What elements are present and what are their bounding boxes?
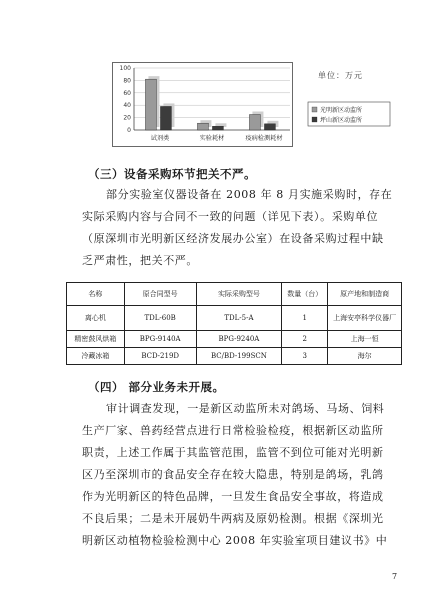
legend-label: 光明新区动监所 — [320, 107, 363, 114]
cell: 上海安亭科学仪器厂 — [328, 306, 402, 331]
cell: BPG-9240A — [196, 331, 282, 348]
bar — [145, 79, 156, 130]
table-header-row — [67, 283, 402, 306]
table-row — [67, 331, 402, 348]
cell: 1 — [282, 306, 328, 331]
cell: 海尔 — [328, 348, 402, 365]
section-4-line: 生产厂家、兽药经营点进行日常检验检疫，根据新区动监所 — [82, 424, 384, 437]
table-row — [67, 306, 402, 331]
section-4-heading: （四） 部分业务未开展。 — [88, 380, 225, 394]
section-3-line: 部分实验室仪器设备在 2008 年 8 月实施采购时，存在 — [106, 188, 393, 201]
section-4-line: 区乃至深圳市的食品安全存在较大隐患，特别是鸽场，乳鸽 — [82, 468, 384, 481]
bar — [249, 115, 260, 131]
y-tick-label: 100 — [119, 65, 131, 72]
header-origin: 原产地和制造商 — [328, 283, 402, 306]
section-4-line: 职责，上述工作属于其监管范围，监管不到位可能对光明新 — [82, 446, 384, 459]
header-name: 名称 — [67, 283, 125, 306]
section-4-line: 作为光明新区的特色品牌，一旦发生食品安全事故，将造成 — [82, 490, 384, 503]
cell: TDL-60B — [124, 306, 196, 331]
bar — [212, 126, 223, 130]
header-actual-model: 实际采购型号 — [196, 283, 282, 306]
section-3-body — [82, 184, 402, 272]
chart-frame — [113, 63, 293, 147]
section-3-line: 乏严肃性，把关不严。 — [82, 254, 198, 267]
cell: 3 — [282, 348, 328, 365]
header-contract-model: 原合同型号 — [124, 283, 196, 306]
header-quantity: 数量（台） — [282, 283, 328, 306]
legend-label: 坪山新区动监所 — [320, 117, 363, 124]
cell: TDL-5-A — [196, 306, 282, 331]
legend-swatch — [312, 107, 317, 112]
y-tick-label: 40 — [123, 102, 131, 110]
cell: BPG-9140A — [124, 331, 196, 348]
x-tick-label: 疫病检测耗材 — [245, 135, 283, 142]
bar-chart — [112, 62, 412, 158]
section-4-line: 不良后果；二是未开展奶牛两病及原奶检测。根据《深圳光 — [82, 512, 384, 525]
cell: BCD-219D — [124, 348, 196, 365]
cell: 精密鼓风烘箱 — [67, 331, 125, 348]
section-3-line: 实际采购内容与合同不一致的问题（详见下表）。采购单位 — [82, 210, 379, 223]
bar — [197, 123, 208, 130]
y-tick-label: 20 — [123, 114, 131, 122]
cell: 冷藏冰箱 — [67, 348, 125, 365]
x-tick-label: 试剂类 — [150, 135, 170, 142]
bar — [264, 124, 275, 130]
cell: 上海一恒 — [328, 331, 402, 348]
cell: BC/BD-199SCN — [196, 348, 282, 365]
section-4-body — [82, 398, 402, 552]
y-tick-label: 0 — [127, 127, 131, 134]
section-3-heading: （三）设备采购环节把关不严。 — [88, 167, 256, 181]
cell: 离心机 — [67, 306, 125, 331]
page-number: 7 — [392, 572, 398, 581]
bar — [160, 106, 171, 130]
chart-unit-label: 单位：万元 — [318, 71, 363, 80]
y-tick-label: 60 — [123, 89, 131, 97]
cell: 2 — [282, 331, 328, 348]
table-row — [67, 348, 402, 365]
y-tick-label: 80 — [123, 77, 131, 85]
section-3-line: （原深圳市光明新区经济发展办公室）在设备采购过程中缺 — [82, 232, 384, 245]
legend-swatch — [312, 117, 317, 122]
section-4-line: 明新区动植物检验检测中心 2008 年实验室项目建议书》中 — [82, 534, 388, 547]
procurement-table — [66, 282, 402, 365]
section-4-line: 审计调查发现，一是新区动监所未对鸽场、马场、饲料 — [106, 402, 385, 415]
x-tick-label: 实验耗材 — [199, 135, 225, 142]
